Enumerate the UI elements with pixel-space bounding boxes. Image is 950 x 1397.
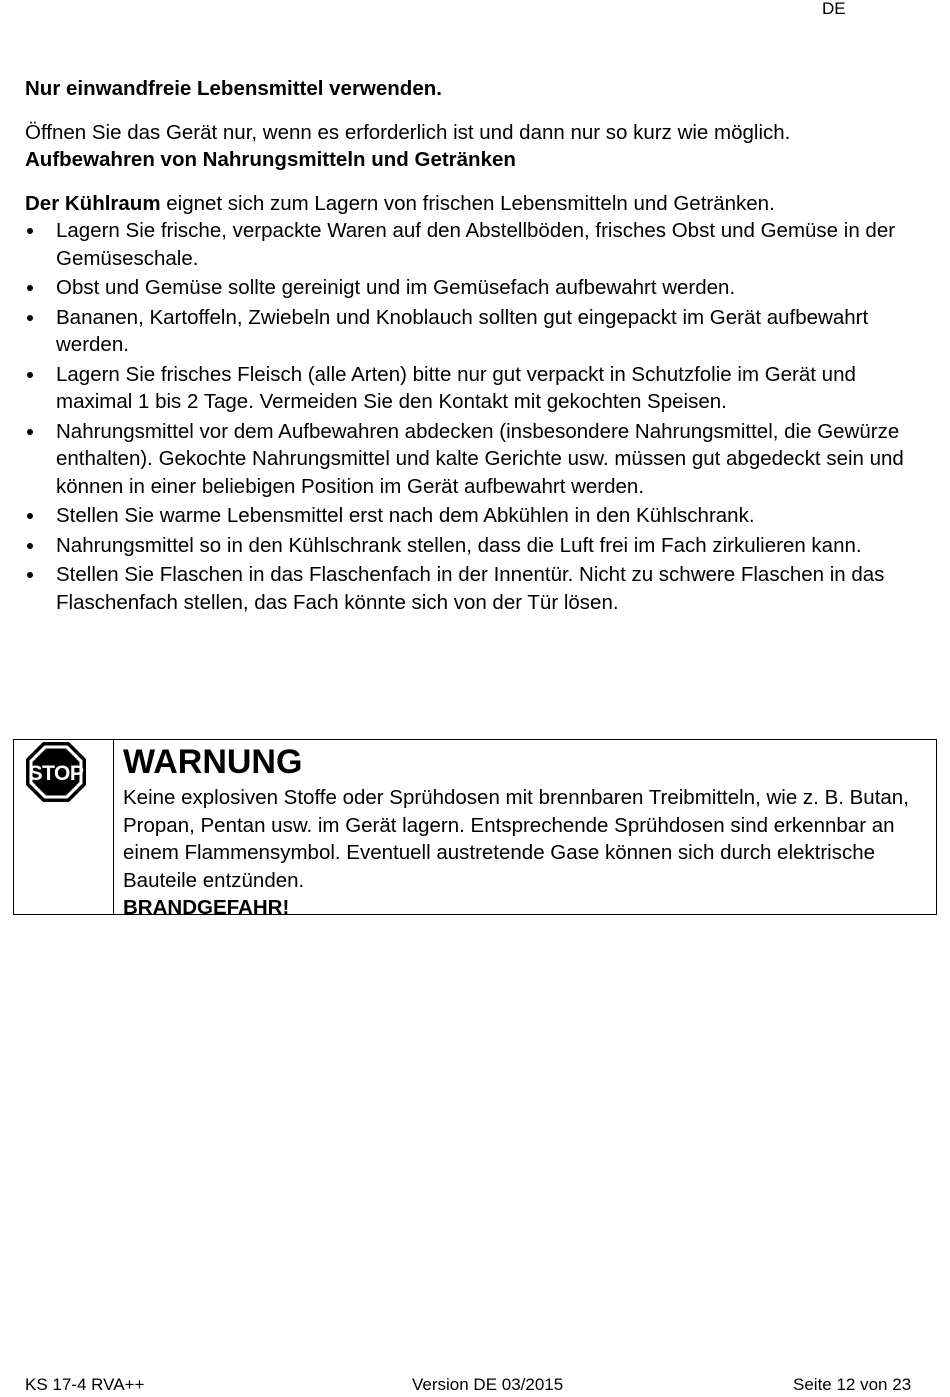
warning-body: Keine explosiven Stoffe oder Sprühdosen mit brennbaren Treibmitteln, wie z. B. Butan, Propan, Pentan usw. im Gerät lagern. Entsprechende Sprühdosen sind erkennbar an einem Flammensymbol. Eventuell austretende Gase können sich durch elektrische Bauteile entzünden. xyxy=(123,786,909,892)
document-body xyxy=(25,75,930,616)
section-lead-rest: eignet sich zum Lagern von frischen Lebensmitteln und Getränken. xyxy=(160,191,775,215)
section-lead xyxy=(25,190,930,218)
list-item: Lagern Sie frisches Fleisch (alle Arten) bitte nur gut verpackt in Schutzfolie im Gerät und maximal 1 bis 2 Tage. Vermeiden Sie den Kontakt mit gekochten Speisen. xyxy=(25,361,930,416)
warning-box xyxy=(13,739,937,919)
intro-line-1: Nur einwandfreie Lebensmittel verwenden. xyxy=(25,77,442,100)
intro-line-2: Öffnen Sie das Gerät nur, wenn es erforderlich ist und dann nur so kurz wie möglich. xyxy=(25,120,791,144)
footer-model: KS 17-4 RVA++ xyxy=(25,1375,145,1394)
list-item: Stellen Sie Flaschen in das Flaschenfach in der Innentür. Nicht zu schwere Flaschen in das Flaschenfach stellen, das Fach könnte sich von der Tür lösen. xyxy=(25,561,930,616)
warning-emphasis: BRANDGEFAHR! xyxy=(123,896,290,919)
list-item: Bananen, Kartoffeln, Zwiebeln und Knoblauch sollten gut eingepackt im Gerät aufbewahrt werden. xyxy=(25,304,930,359)
language-code: DE xyxy=(822,0,846,18)
footer-version: Version DE 03/2015 xyxy=(412,1375,564,1394)
list-item: Nahrungsmittel so in den Kühlschrank stellen, dass die Luft frei im Fach zirkulieren kann. xyxy=(25,532,930,560)
section-lead-bold: Der Kühlraum xyxy=(25,191,161,215)
warning-title: WARNUNG xyxy=(123,743,303,781)
list-item: Nahrungsmittel vor dem Aufbewahren abdecken (insbesondere Nahrungsmittel, die Gewürze enthalten). Gekochte Nahrungsmittel und kalte Gerichte usw. müssen gut abgedeckt sein und können in einer beliebigen Position im Gerät aufbewahrt werden. xyxy=(25,418,930,501)
list-item: Lagern Sie frische, verpackte Waren auf den Abstellböden, frisches Obst und Gemüse in der Gemüseschale. xyxy=(25,217,930,272)
list-item: Obst und Gemüse sollte gereinigt und im Gemüsefach aufbewahrt werden. xyxy=(25,274,930,302)
storage-tips-list xyxy=(25,217,930,616)
warning-icon-cell xyxy=(14,740,114,914)
warning-content xyxy=(114,740,936,919)
section-heading: Aufbewahren von Nahrungsmitteln und Getränken xyxy=(25,148,516,171)
list-item: Stellen Sie warme Lebensmittel erst nach dem Abkühlen in den Kühlschrank. xyxy=(25,502,930,530)
footer-page-number: Seite 12 von 23 xyxy=(793,1375,912,1394)
stop-sign-text: STOP xyxy=(28,762,84,785)
stop-sign-icon xyxy=(24,740,88,804)
